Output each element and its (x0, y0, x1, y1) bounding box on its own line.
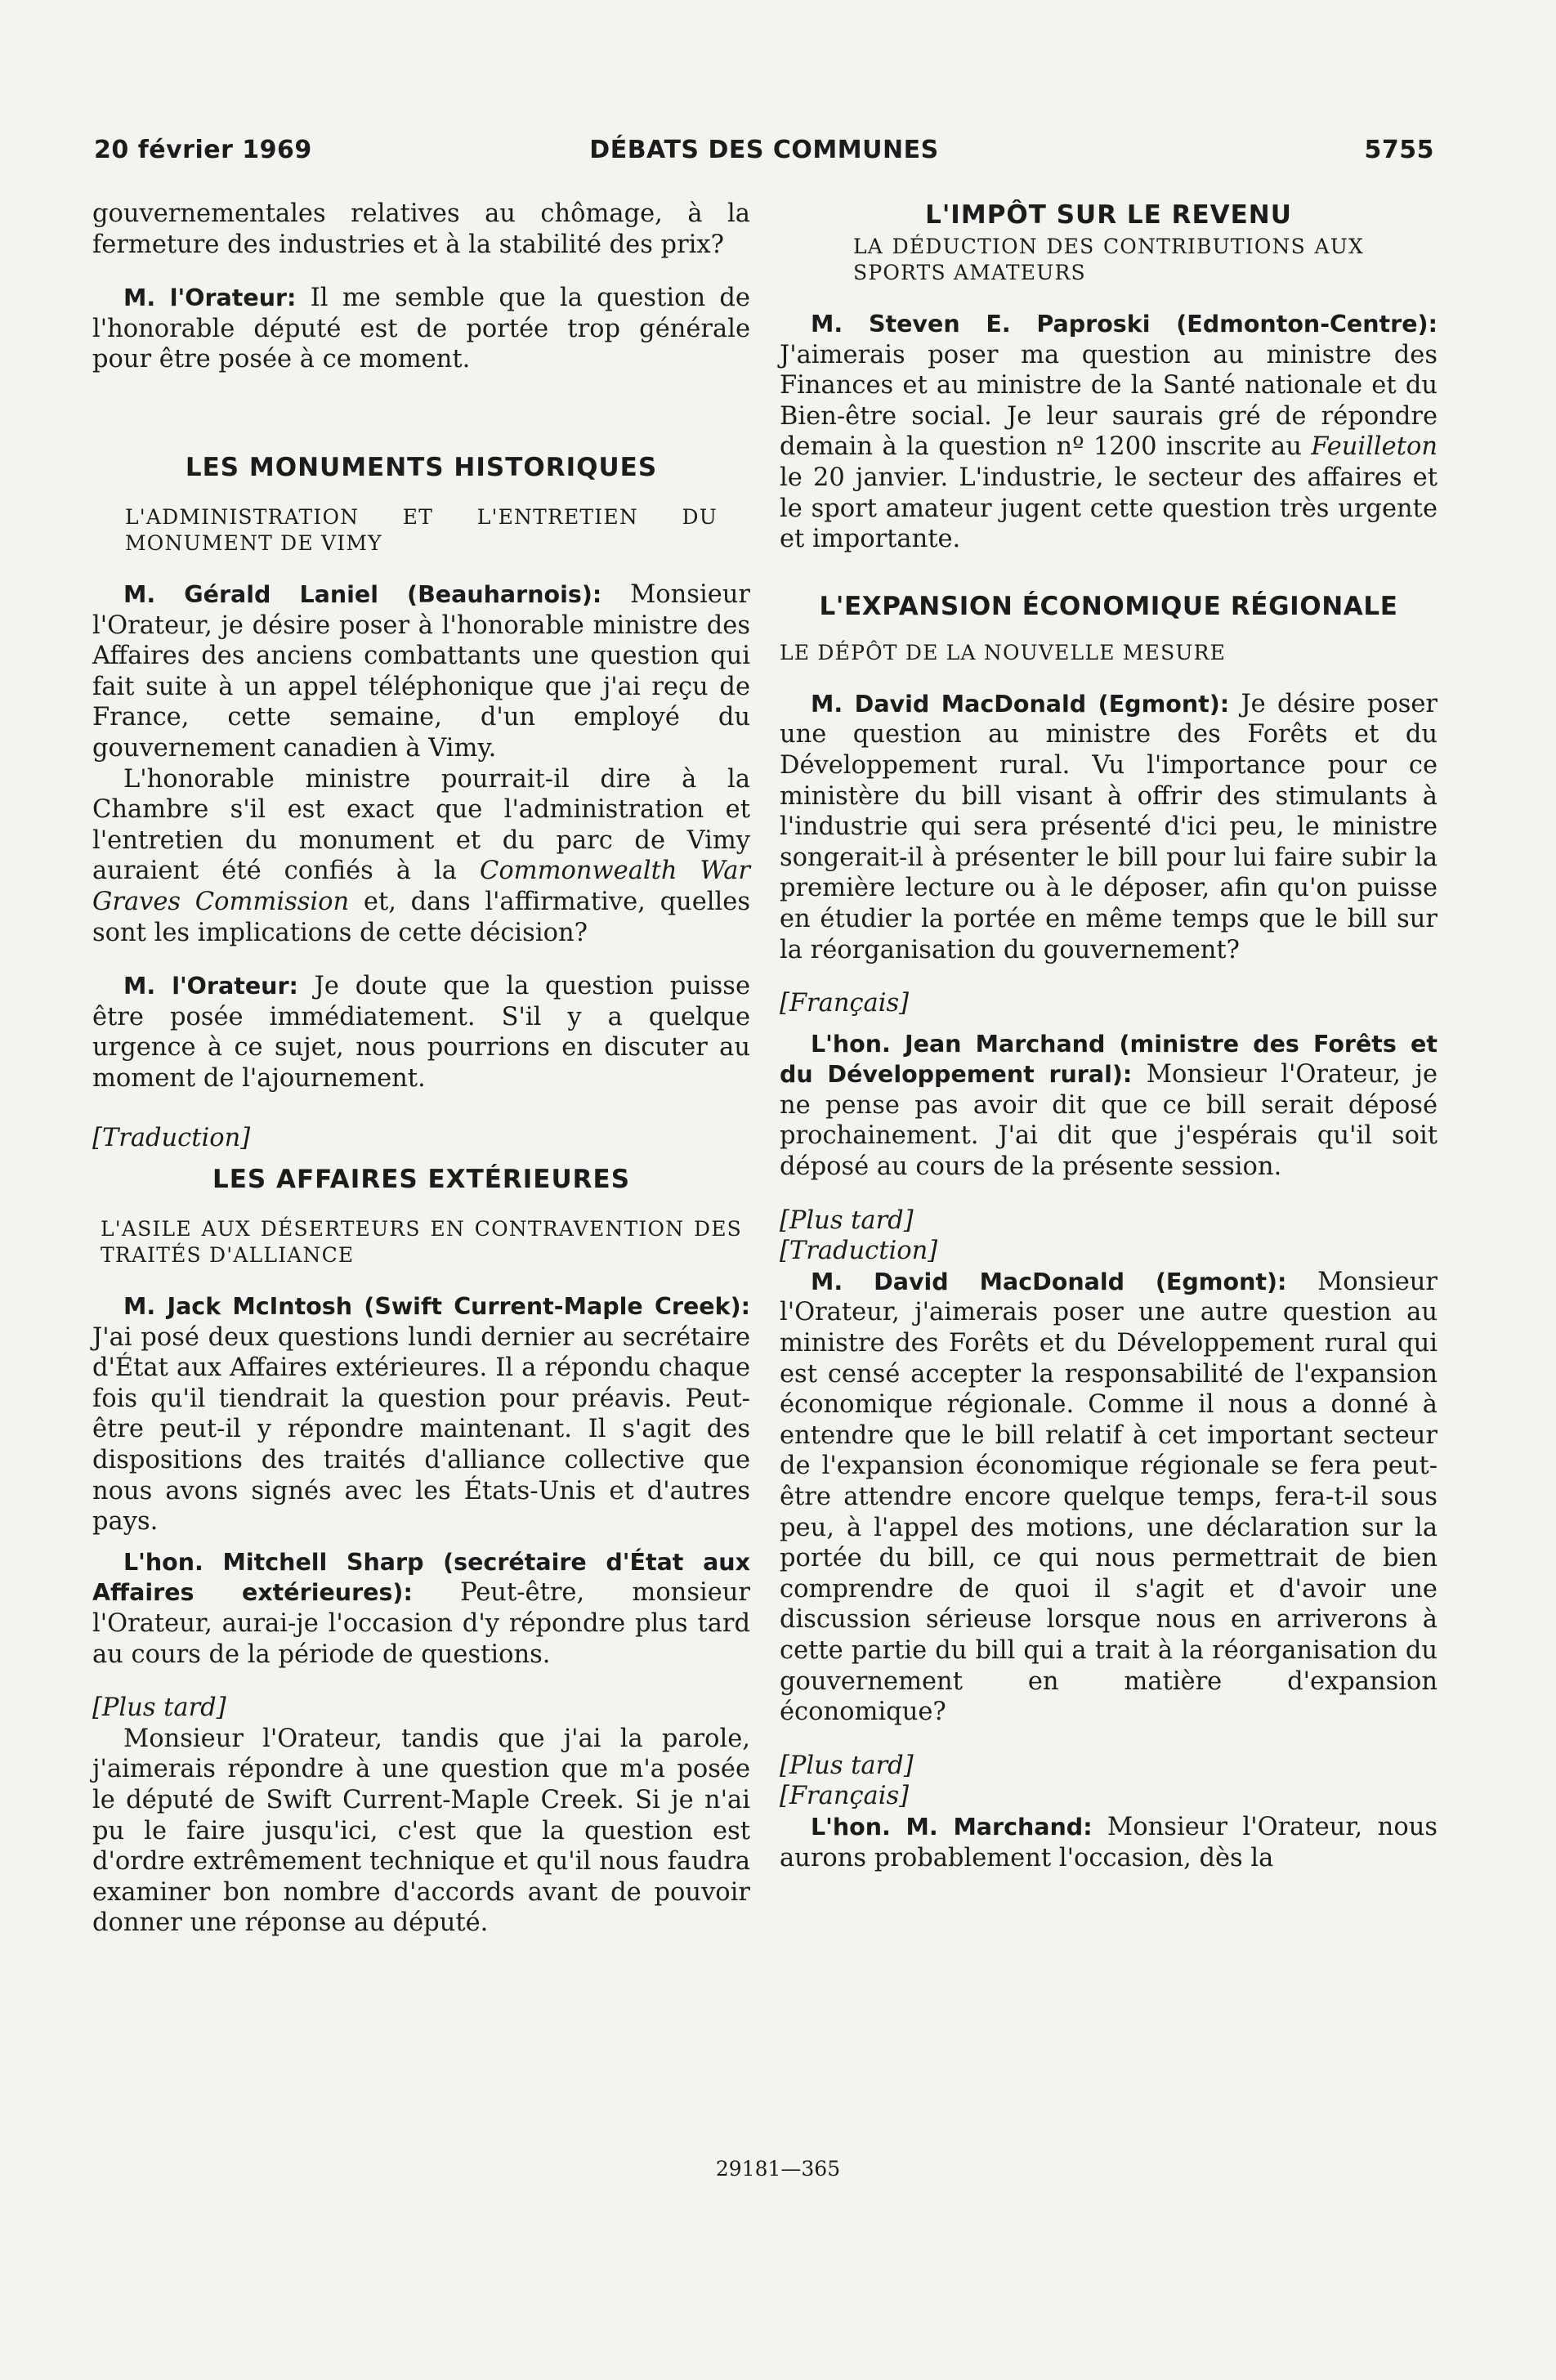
speaker-name: M. David MacDonald (Egmont): (811, 1268, 1287, 1295)
speech-text: Je désire poser une question au ministre des Forêts et du Développement rural. Vu l'importance pour ce ministère du bill visant à offrir des stimulants à l'industrie qui sera présenté d'ici peu, le ministre songerait-il à présenter le bill pour lui faire subir la première lecture ou à le déposer, afin qu'on puisse en étudier la portée en même temps que le bill sur la réorganisation du gouvernement? (780, 689, 1438, 964)
paragraph (92, 1547, 750, 1670)
language-tag: [Français] (780, 989, 910, 1018)
speaker-name: L'hon. Jean Marchand (ministre des Forêts et du Développement rural): (780, 1030, 1438, 1089)
italic-text: Commonwealth War Graves Commission (92, 857, 751, 916)
section-heading: L'EXPANSION ÉCONOMIQUE RÉGIONALE (819, 591, 1398, 621)
speech-text: Il me semble que la question de l'honorable député est de portée trop générale pour être posée à ce moment. (92, 284, 750, 374)
paragraph (780, 1812, 1438, 1873)
speech-text: Monsieur l'Orateur, nous aurons probablement l'occasion, dès la (780, 1812, 1438, 1872)
paragraph (92, 579, 750, 764)
paragraph (92, 283, 750, 375)
speech-text: J'aimerais poser ma question au ministre des Finances et au ministre de la Santé nationale et du Bien-être social. Je leur saurais gré de répondre demain à la question nº 1200 inscrite au (780, 340, 1438, 462)
speaker-name: M. Jack McIntosh (Swift Current-Maple Creek): (123, 1293, 750, 1321)
language-tag: [Plus tard] (780, 1206, 914, 1235)
section-subheading: LE DÉPÔT DE LA NOUVELLE MESURE (780, 640, 1227, 664)
paragraph: gouvernementales relatives au chômage, à la fermeture des industries et à la stabilité des prix? (92, 199, 750, 259)
speaker-name: M. Steven E. Paproski (Edmonton-Centre): (811, 311, 1438, 338)
speech-text: L'honorable ministre pourrait-il dire à la Chambre s'il est exact que l'administration et l'entretien du monument et du parc de Vimy auraient été confiés à la (92, 764, 750, 886)
page-header (94, 136, 1434, 168)
language-tag: [Français] (780, 1782, 910, 1811)
speaker-name: M. David MacDonald (Egmont): (811, 690, 1230, 718)
section-heading: LES MONUMENTS HISTORIQUES (185, 452, 658, 482)
paragraph (92, 1291, 750, 1537)
speaker-name: M. Gérald Laniel (Beauharnois): (123, 580, 602, 608)
speech-text: J'ai posé deux questions lundi dernier au secrétaire d'État aux Affaires extérieures. Il a répondu chaque fois qu'il tiendrait la question pour préavis. Peut-être peut-il y répondre maintenant. Il s'agit des dispositions des traités d'alliance collective que nous avons signés avec les États-Unis et d'autres pays. (92, 1322, 750, 1537)
speech-text: et, dans l'affirmative, quelles sont les implications de cette décision? (92, 887, 750, 947)
speaker-name: M. l'Orateur: (123, 284, 297, 312)
paragraph (780, 309, 1438, 555)
speech-text: Monsieur l'Orateur, je ne pense pas avoir dit que ce bill serait déposé prochainement. J'ai dit que j'espérais qu'il soit déposé au cours de la présente session. (780, 1060, 1438, 1182)
italic-text: Feuilleton (1311, 432, 1438, 462)
section-heading: L'IMPÔT SUR LE REVENU (925, 200, 1292, 230)
paragraph (92, 764, 750, 949)
paragraph (780, 689, 1438, 965)
speech-text: Je doute que la question puisse être posée immédiatement. S'il y a quelque urgence à ce sujet, nous pourrions en discuter au moment de l'ajournement. (92, 972, 750, 1093)
header-date: 20 février 1969 (94, 136, 312, 164)
language-tag: [Traduction] (780, 1237, 938, 1266)
header-journal-title: DÉBATS DES COMMUNES (589, 136, 939, 164)
section-subheading: LA DÉDUCTION DES CONTRIBUTIONS AUX SPORTS AMATEURS (853, 235, 1364, 284)
speaker-name: L'hon. Mitchell Sharp (secrétaire d'État aux Affaires extérieures): (92, 1548, 750, 1607)
right-column (780, 199, 1438, 1873)
speech-text: le 20 janvier. L'industrie, le secteur des affaires et le sport amateur jugent cette question très urgente et importante. (780, 463, 1438, 554)
speech-text: Monsieur l'Orateur, j'aimerais poser une autre question au ministre des Forêts et du Développement rural qui est censé accepter la responsabilité de l'expansion économique régionale. Comme il nous a donné à entendre que le bill relatif à cet important secteur de l'expansion économique régionale se fera peut-être attendre encore quelque temps, fera-t-il sous peu, à l'appel des motions, une déclaration sur la portée du bill, ce qui nous permettrait de bien comprendre de quoi il s'agit et d'avoir une discussion sérieuse lorsque nous en arriverons à cette partie du bill qui a trait à la réorganisation du gouvernement en matière d'expansion économique? (780, 1267, 1438, 1727)
section-heading: LES AFFAIRES EXTÉRIEURES (212, 1165, 631, 1195)
speaker-name: M. l'Orateur: (123, 973, 298, 1000)
paragraph (780, 1267, 1438, 1728)
paragraph (780, 1029, 1438, 1183)
speech-text: Peut-être, monsieur l'Orateur, aurai-je l'occasion d'y répondre plus tard au cours de la période de questions. (92, 1578, 750, 1669)
section-subheading: L'ADMINISTRATION ET L'ENTRETIEN DU MONUMENT DE VIMY (125, 504, 718, 555)
page-footer-code: 29181—365 (715, 2157, 841, 2181)
left-column (92, 199, 750, 1939)
language-tag: [Traduction] (92, 1124, 251, 1153)
paragraph (92, 971, 750, 1094)
language-tag: [Plus tard] (780, 1751, 914, 1780)
language-tag: [Plus tard] (92, 1693, 226, 1723)
paragraph: Monsieur l'Orateur, tandis que j'ai la parole, j'aimerais répondre à une question que m'a posée le député de Swift Current-Maple Creek. Si je n'ai pu le faire jusqu'ici, c'est que la question est d'ordre extrêmement technique et qu'il nous faudra examiner bon nombre d'accords avant de pouvoir donner une réponse au député. (92, 1724, 750, 1938)
speaker-name: L'hon. M. Marchand: (811, 1813, 1093, 1841)
speech-text: Monsieur l'Orateur, je désire poser à l'honorable ministre des Affaires des anciens combattants une question qui fait suite à un appel téléphonique que j'ai reçu de France, cette semaine, d'un employé du gouvernement canadien à Vimy. (92, 579, 750, 763)
section-subheading: L'ASILE AUX DÉSERTEURS EN CONTRAVENTION DES TRAITÉS D'ALLIANCE (101, 1217, 742, 1268)
header-page-number: 5755 (1364, 136, 1434, 164)
